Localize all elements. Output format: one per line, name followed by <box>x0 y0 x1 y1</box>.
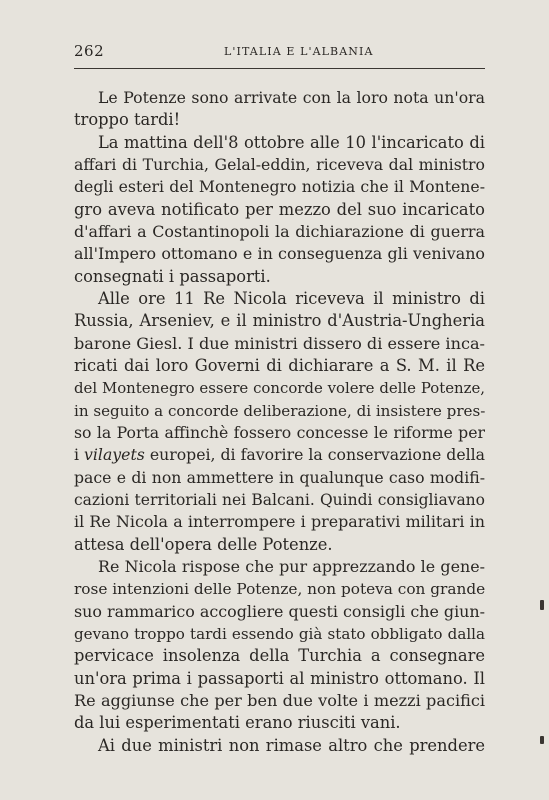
page-mark <box>540 736 544 744</box>
text-line: ricati dai loro Governi di dichiarare a S. M. il Re <box>74 355 485 375</box>
text-line: so la Porta affinchè fossero concesse le riforme per <box>74 422 485 442</box>
running-title: L'ITALIA E L'ALBANIA <box>224 45 374 58</box>
text-line: rose intenzioni delle Potenze, non poteva con grande <box>74 580 486 599</box>
text-line: consegnati i passaporti. <box>74 266 271 286</box>
text-line: Re aggiunse che per ben due volte i mezzi pacifici <box>74 690 485 710</box>
text-line: affari di Turchia, Gelal-eddin, riceveva dal ministro <box>74 154 485 174</box>
text-line: d'affari a Costantinopoli la dichiarazione di guerra <box>74 221 485 241</box>
header-rule <box>74 68 485 69</box>
text-line: degli esteri del Montenegro notizia che il Montene- <box>74 177 485 197</box>
text-line: cazioni territoriali nei Balcani. Quindi consigliavano <box>74 490 485 509</box>
text-line: troppo tardi! <box>74 110 181 130</box>
page-number: 262 <box>74 42 105 60</box>
text-line: all'Impero ottomano e in conseguenza gli venivano <box>74 244 485 264</box>
text-line: Alle ore 11 Re Nicola riceveva il ministro di <box>98 288 485 308</box>
text-line: pace e di non ammettere in qualunque caso modifi- <box>74 467 485 487</box>
text-line: Ai due ministri non rimase altro che prendere <box>98 735 485 755</box>
text-line: pervicace insolenza della Turchia a consegnare <box>74 646 485 666</box>
text-line: gro aveva notificato per mezzo del suo incaricato <box>74 199 485 219</box>
text-segment: europei, di favorire la conservazione della <box>144 445 485 465</box>
page-header <box>74 42 485 62</box>
italic-term: vilayets <box>84 445 145 465</box>
text-line: barone Giesl. I due ministri dissero di essere inca- <box>74 333 485 353</box>
page-mark <box>540 600 544 610</box>
text-line: un'ora prima i passaporti al ministro ottomano. Il <box>74 668 485 688</box>
text-line: da lui esperimentati erano riusciti vani. <box>74 713 401 733</box>
text-line: il Re Nicola a interrompere i preparativi militari in <box>74 512 485 532</box>
text-segment: i <box>74 445 85 465</box>
text-line: in seguito a concorde deliberazione, di insistere pres- <box>74 401 486 420</box>
text-line: Re Nicola rispose che pur apprezzando le gene- <box>98 556 485 576</box>
text-line: Le Potenze sono arrivate con la loro nota un'ora <box>98 88 485 107</box>
text-line: La mattina dell'8 ottobre alle 10 l'incaricato di <box>98 132 485 152</box>
text-line: suo rammarico accogliere questi consigli che giun- <box>74 601 486 621</box>
text-line <box>74 444 485 466</box>
text-line: attesa dell'opera delle Potenze. <box>74 534 333 554</box>
text-line: Russia, Arseniev, e il ministro d'Austria-Ungheria <box>74 311 485 331</box>
text-line: del Montenegro essere concorde volere delle Potenze, <box>74 379 485 398</box>
text-line: gevano troppo tardi essendo già stato obbligato dalla <box>74 624 485 643</box>
